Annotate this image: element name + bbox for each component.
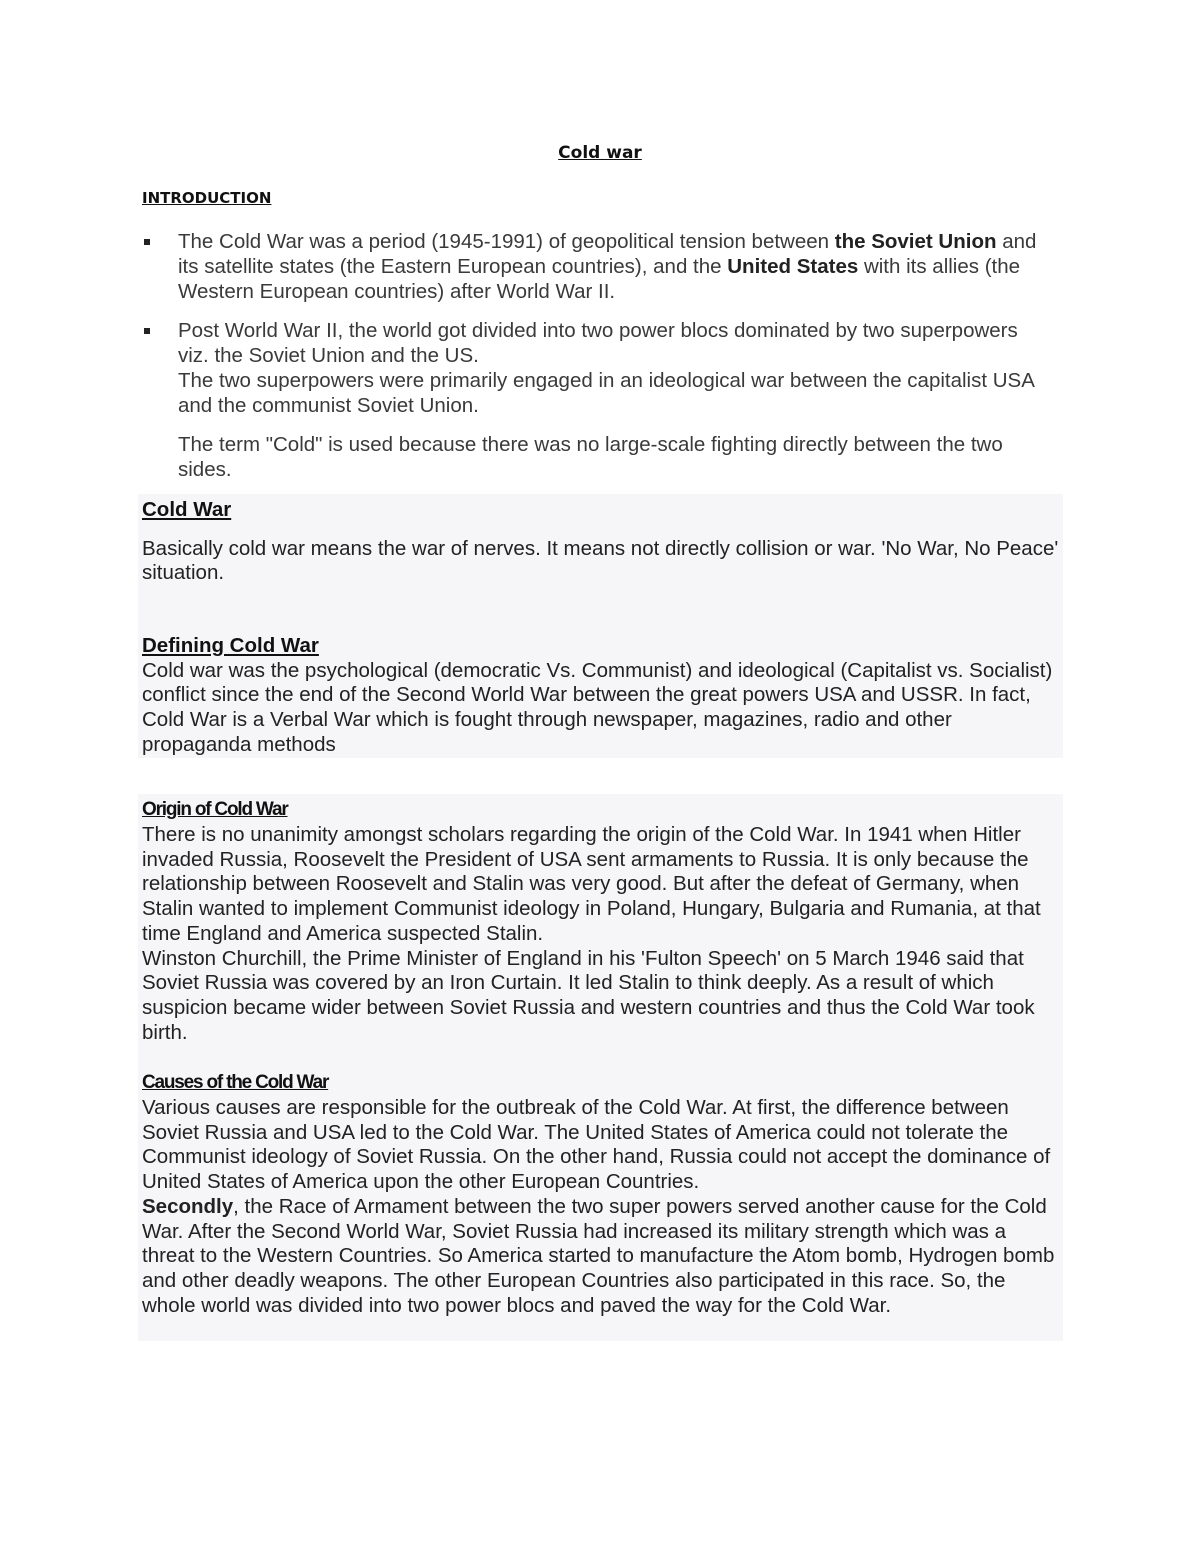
intro-paragraph: The term "Cold" is used because there was no large-scale fighting directly between the two sides. [178, 433, 1003, 481]
section-text: Various causes are responsible for the outbreak of the Cold War. At first, the difference between Soviet Russia and USA led to the Cold War. The United States of America could not tolerate the Communist ideology of Soviet Russia. On the other hand, Russia could not accept the dominance of United States of America upon the other European Countries. [142, 1096, 1051, 1194]
section-text: Cold war was the psychological (democratic Vs. Communist) and ideological (Capitalist vs. Socialist) conflict since the end of the Second World War between the great powers USA and USSR. In fact, Cold War is a Verbal War which is fought through newspaper, magazines, radio and other propaganda methods [142, 658, 1053, 756]
section-heading: Defining Cold War [142, 634, 319, 657]
intro-list [142, 229, 1042, 496]
intro-paragraph: Post World War II, the world got divided into two power blocs dominated by two superpowers viz. the Soviet Union and the US. [178, 319, 1018, 367]
section-text: Winston Churchill, the Prime Minister of England in his 'Fulton Speech' on 5 March 1946 said that Soviet Russia was covered by an Iron Curtain. It led Stalin to think deeply. As a result of which suspicion became wider between Soviet Russia and western countries and thus the Cold War took birth. [142, 946, 1035, 1044]
section-causes [142, 1070, 1062, 1318]
section-cold-war [142, 498, 1062, 586]
section-text: Secondly, the Race of Armament between the two super powers served another cause for the Cold War. After the Second World War, Soviet Russia had increased its military strength which was a threat to the Western Countries. So America started to manufacture the Atom bomb, Hydrogen bomb and other deadly weapons. The other European Countries also participated in this race. So, the whole world was divided into two power blocs and paved the way for the Cold War. [142, 1194, 1055, 1317]
section-heading: Origin of Cold War [142, 799, 288, 820]
section-text: Basically cold war means the war of nerves. It means not directly collision or war. 'No War, No Peace' situation. [142, 536, 1059, 585]
intro-paragraph: The two superpowers were primarily engaged in an ideological war between the capitalist USA and the communist Soviet Union. [178, 369, 1034, 417]
section-heading: Cold War [142, 498, 232, 521]
list-item [142, 229, 1042, 304]
square-bullet-icon [144, 328, 150, 334]
page-title: Cold war [558, 143, 642, 163]
section-text: There is no unanimity amongst scholars regarding the origin of the Cold War. In 1941 when Hitler invaded Russia, Roosevelt the President of USA sent armaments to Russia. It is only because the relationship between Roosevelt and Stalin was very good. But after the defeat of Germany, when Stalin wanted to implement Communist ideology in Poland, Hungary, Bulgaria and Rumania, at that time England and America suspected Stalin. [142, 823, 1041, 945]
intro-heading: INTRODUCTION [142, 189, 272, 207]
section-heading: Causes of the Cold War [142, 1072, 329, 1093]
square-bullet-icon [144, 239, 150, 245]
intro-paragraph: The Cold War was a period (1945-1991) of geopolitical tension between the Soviet Union and its satellite states (the Eastern European countries), and the United States with its allies (the Western European countries) after World War II. [178, 230, 1037, 303]
section-defining-cold-war [142, 634, 1062, 758]
section-origin [142, 797, 1062, 1045]
list-item [142, 318, 1042, 482]
